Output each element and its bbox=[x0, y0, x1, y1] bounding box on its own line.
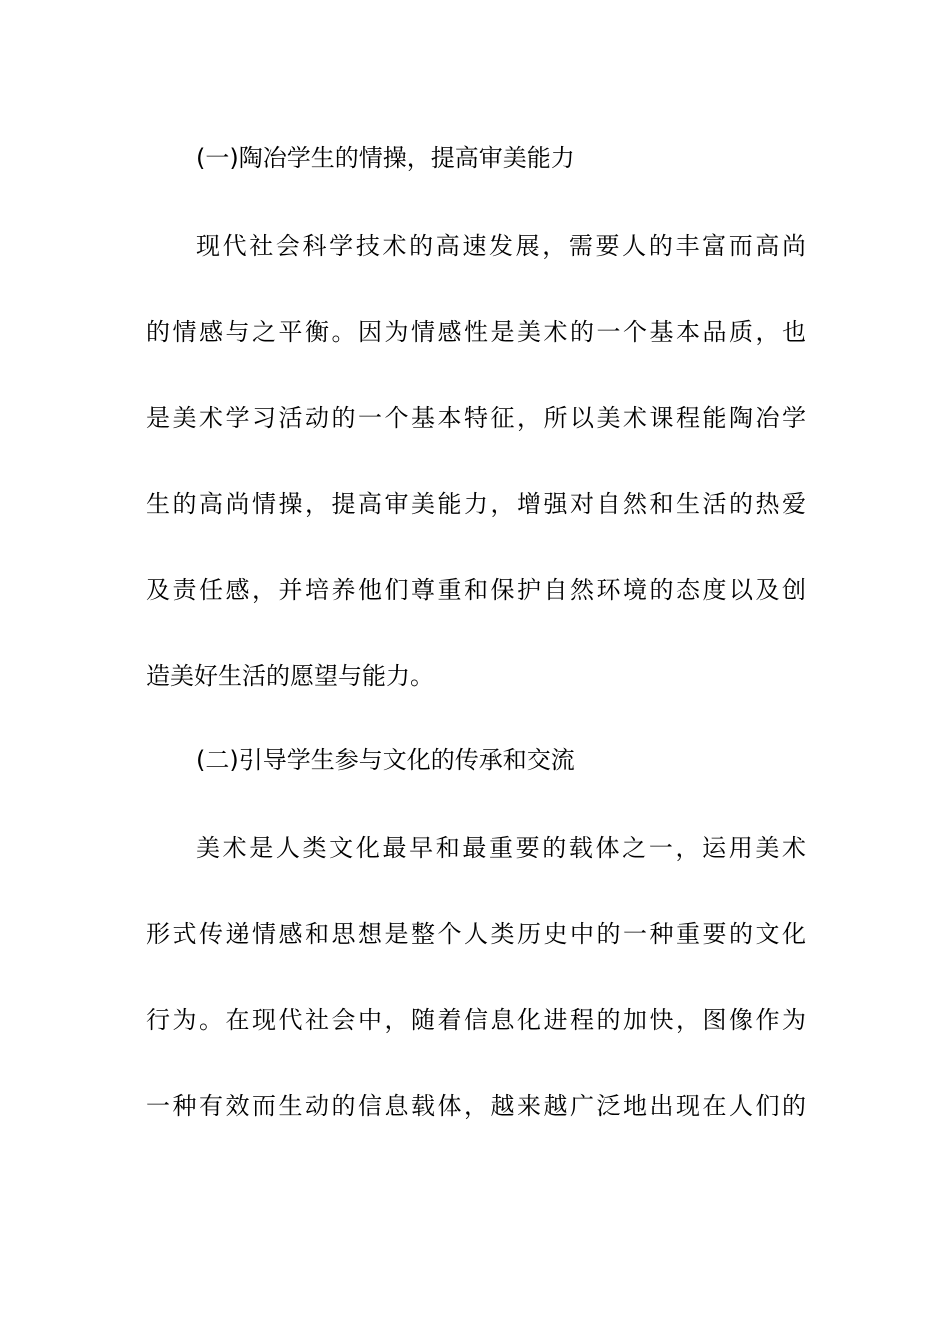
paragraph-1-line-2: 的情感与之平衡。因为情感性是美术的一个基本品质，也 bbox=[146, 318, 806, 346]
paragraph-2-line-1: 美术是人类文化最早和最重要的载体之一，运用美术 bbox=[196, 834, 806, 862]
paragraph-2-line-4: 一种有效而生动的信息载体，越来越广泛地出现在人们的 bbox=[146, 1092, 806, 1120]
paragraph-1-line-4: 生的高尚情操，提高审美能力，增强对自然和生活的热爱 bbox=[146, 490, 806, 518]
section-heading-2: (二)引导学生参与文化的传承和交流 bbox=[196, 746, 575, 774]
paragraph-1-line-3: 是美术学习活动的一个基本特征，所以美术课程能陶冶学 bbox=[146, 404, 806, 432]
paragraph-2-line-3: 行为。在现代社会中，随着信息化进程的加快，图像作为 bbox=[146, 1006, 806, 1034]
paragraph-1-line-1: 现代社会科学技术的高速发展，需要人的丰富而高尚 bbox=[196, 232, 806, 260]
paragraph-1-line-6: 造美好生活的愿望与能力。 bbox=[146, 662, 434, 690]
section-heading-1: (一)陶冶学生的情操，提高审美能力 bbox=[196, 144, 575, 172]
paragraph-1-line-5: 及责任感，并培养他们尊重和保护自然环境的态度以及创 bbox=[146, 576, 806, 604]
paragraph-2-line-2: 形式传递情感和思想是整个人类历史中的一种重要的文化 bbox=[146, 920, 806, 948]
